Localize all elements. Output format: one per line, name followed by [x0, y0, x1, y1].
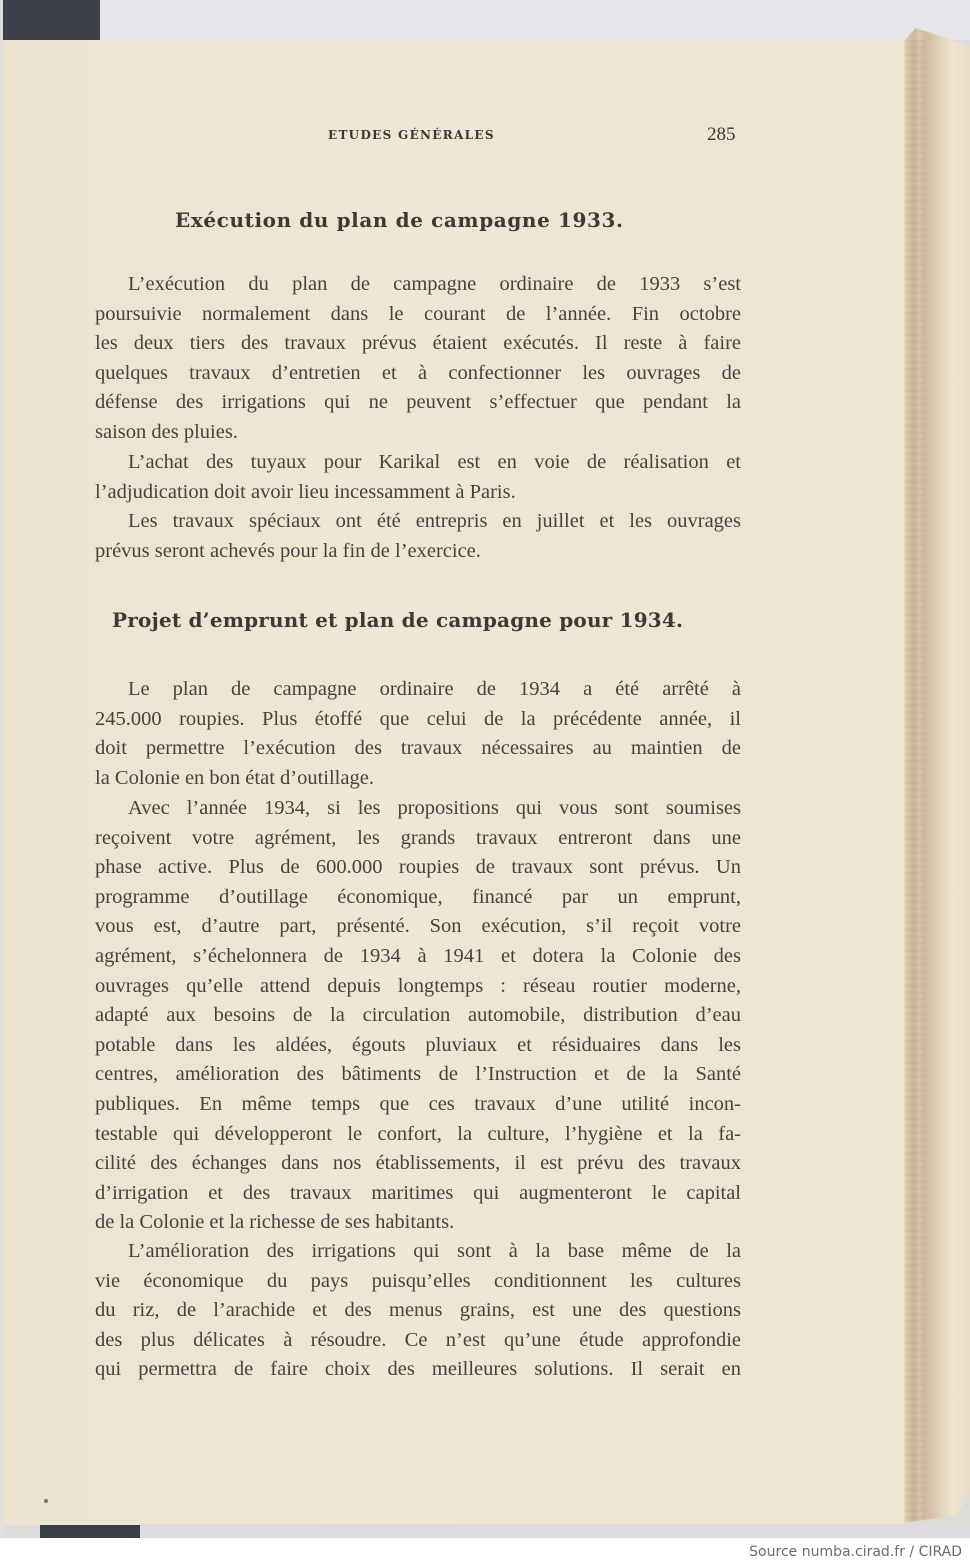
page-number: 285	[707, 124, 736, 145]
paragraph-major-works	[95, 794, 741, 1238]
text-line: qui permettra de faire choix des meilleures solutions. Il serait en	[95, 1358, 741, 1381]
text-line: agrément, s’échelonnera de 1934 à 1941 et dotera la Colonie des	[95, 944, 741, 967]
paragraph-karikal-pipes	[95, 448, 741, 507]
section-heading-1934: Projet d’emprunt et plan de campagne pour 1934.	[112, 608, 684, 632]
text-line: 245.000 roupies. Plus étoffé que celui de la précédente année, il	[95, 707, 741, 730]
text-line: du riz, de l’arachide et des menus grains, est une des questions	[95, 1299, 741, 1322]
text-line: Les travaux spéciaux ont été entrepris en juillet et les ouvrages	[128, 510, 741, 532]
paragraph-special-works	[95, 507, 741, 566]
text-line: phase active. Plus de 600.000 roupies de travaux sont prévus. Un	[95, 856, 741, 879]
text-line: cilité des échanges dans nos établissements, il est prévu des travaux	[95, 1152, 741, 1175]
scanner-top-margin	[100, 0, 970, 40]
text-line: la Colonie en bon état d’outillage.	[95, 766, 374, 789]
text-line: d’irrigation et des travaux maritimes qui augmenteront le capital	[95, 1181, 741, 1204]
section-heading-1933: Exécution du plan de campagne 1933.	[175, 208, 624, 232]
text-line: publiques. En même temps que ces travaux d’une utilité incon-	[95, 1092, 741, 1115]
paragraph-1934-plan	[95, 675, 741, 793]
text-line: de la Colonie et la richesse de ses habitants.	[95, 1211, 455, 1234]
scanner-dark-corner-bottom	[40, 1525, 140, 1538]
text-line: programme d’outillage économique, financé par un emprunt,	[95, 885, 741, 908]
text-line: vous est, d’autre part, présenté. Son exécution, s’il reçoit votre	[95, 915, 741, 938]
text-line: ouvrages qu’elle attend depuis longtemps : réseau routier moderne,	[95, 974, 741, 997]
text-line: adapté aux besoins de la circulation automobile, distribution d’eau	[95, 1004, 741, 1027]
text-line: vie économique du pays puisqu’elles conditionnent les cultures	[95, 1269, 741, 1292]
text-line: défense des irrigations qui ne peuvent s’effectuer que pendant la	[95, 391, 741, 414]
text-line: Avec l’année 1934, si les propositions qui vous sont soumises	[128, 797, 741, 819]
text-line: L’achat des tuyaux pour Karikal est en voie de réalisation et	[128, 451, 741, 473]
text-line: Le plan de campagne ordinaire de 1934 a été arrêté à	[128, 678, 741, 700]
scanner-dark-corner-top	[3, 0, 100, 42]
text-line: les deux tiers des travaux prévus étaient exécutés. Il reste à faire	[95, 332, 741, 355]
text-line: doit permettre l’exécution des travaux nécessaires au maintien de	[95, 737, 741, 760]
text-line: des plus délicates à résoudre. Ce n’est qu’une étude approfondie	[95, 1328, 741, 1351]
text-line: reçoivent votre agrément, les grands travaux entreront dans une	[95, 826, 741, 849]
text-line: saison des pluies.	[95, 420, 238, 443]
text-line: centres, amélioration des bâtiments de l’Instruction et de la Santé	[95, 1063, 741, 1086]
text-line: l’adjudication doit avoir lieu incessamment à Paris.	[95, 480, 516, 503]
text-line: quelques travaux d’entretien et à confectionner les ouvrages de	[95, 361, 741, 384]
text-line: prévus seront achevés pour la fin de l’exercice.	[95, 539, 481, 562]
paragraph-1933-execution	[95, 270, 741, 448]
scanner-bottom-margin	[140, 1524, 970, 1538]
text-line: potable dans les aldées, égouts pluviaux et résiduaires dans les	[95, 1033, 741, 1056]
text-line: testable qui développeront le confort, la culture, l’hygiène et la fa-	[95, 1122, 741, 1145]
text-line: L’amélioration des irrigations qui sont à la base même de la	[128, 1240, 741, 1262]
book-page-edges-texture	[905, 40, 925, 1520]
running-head: ETUDES GÉNÉRALES	[328, 128, 495, 142]
paragraph-irrigation	[95, 1237, 741, 1385]
source-credit: Source numba.cirad.fr / CIRAD	[749, 1544, 962, 1560]
paper-speck	[44, 1499, 48, 1503]
text-line: poursuivie normalement dans le courant de l’année. Fin octobre	[95, 302, 741, 325]
text-line: L’exécution du plan de campagne ordinaire de 1933 s’est	[128, 273, 741, 295]
